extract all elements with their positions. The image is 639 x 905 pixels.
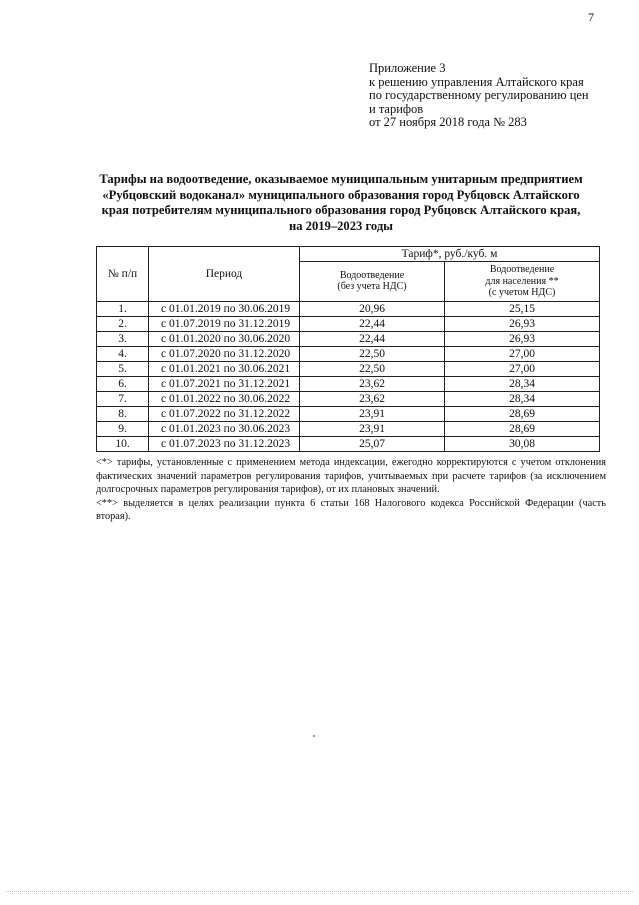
appendix-block — [369, 62, 631, 130]
cell-period: с 01.01.2023 по 30.06.2023 — [149, 421, 300, 436]
appendix-line: и тарифов — [369, 101, 424, 116]
table-row — [97, 406, 600, 421]
cell-num: 8. — [97, 406, 149, 421]
cell-sewerage-no-vat: 22,50 — [300, 346, 445, 361]
cell-sewerage-population: 27,00 — [445, 346, 600, 361]
header-num: № п/п — [97, 247, 149, 302]
cell-num: 4. — [97, 346, 149, 361]
cell-num: 2. — [97, 316, 149, 331]
cell-period: с 01.07.2020 по 31.12.2020 — [149, 346, 300, 361]
cell-sewerage-no-vat: 23,62 — [300, 391, 445, 406]
cell-sewerage-population: 26,93 — [445, 316, 600, 331]
appendix-line: Приложение 3 — [369, 61, 446, 75]
appendix-line: к решению управления Алтайского края — [369, 74, 584, 89]
cell-sewerage-population: 28,69 — [445, 421, 600, 436]
cell-sewerage-population: 28,34 — [445, 391, 600, 406]
table-row — [97, 421, 600, 436]
cell-num: 1. — [97, 301, 149, 316]
title-line: на 2019–2023 годы — [288, 218, 394, 233]
cell-sewerage-no-vat: 23,91 — [300, 421, 445, 436]
table-row — [97, 331, 600, 346]
header-line: (без учета НДС) — [337, 281, 407, 293]
cell-num: 6. — [97, 376, 149, 391]
title-line: «Рубцовский водоканал» муниципального образования город Рубцовск Алтайского — [102, 187, 580, 202]
header-period: Период — [149, 247, 300, 302]
cell-sewerage-population: 30,08 — [445, 436, 600, 451]
cell-sewerage-population: 28,34 — [445, 376, 600, 391]
table-row — [97, 316, 600, 331]
cell-sewerage-no-vat: 22,44 — [300, 316, 445, 331]
document-title — [60, 172, 622, 234]
table-row — [97, 436, 600, 451]
cell-sewerage-population: 25,15 — [445, 301, 600, 316]
header-sewerage-no-vat — [300, 262, 445, 302]
cell-period: с 01.01.2019 по 30.06.2019 — [149, 301, 300, 316]
cell-sewerage-no-vat: 23,62 — [300, 376, 445, 391]
table-row — [97, 301, 600, 316]
scan-dot — [313, 735, 315, 737]
table-row — [97, 376, 600, 391]
cell-period: с 01.07.2022 по 31.12.2022 — [149, 406, 300, 421]
cell-period: с 01.01.2020 по 30.06.2020 — [149, 331, 300, 346]
footnote-2: <**> выделяется в целях реализации пункта 6 статьи 168 Налогового кодекса Российской Федерации (часть вторая). — [96, 497, 606, 523]
title-line: Тарифы на водоотведение, оказываемое муниципальным унитарным предприятием — [99, 172, 583, 186]
tariff-table — [96, 246, 600, 452]
footnotes — [96, 456, 606, 524]
cell-num: 5. — [97, 361, 149, 376]
cell-sewerage-no-vat: 23,91 — [300, 406, 445, 421]
header-tariff: Тариф*, руб./куб. м — [300, 247, 600, 262]
footnote-1: <*> тарифы, установленные с применением метода индексации, ежегодно корректируются с учетом отклонения фактических значений параметров регулирования тарифов, учитываемых при расчете тарифов (за исключением долгосрочных параметров регулирования тарифов), от их плановых значений. — [96, 457, 606, 496]
cell-sewerage-population: 27,00 — [445, 361, 600, 376]
header-line: Водоотведение — [489, 264, 555, 275]
title-line: края потребителям муниципального образования город Рубцовск Алтайского края, — [101, 203, 581, 217]
bottom-dotted-rule — [6, 891, 633, 892]
cell-num: 7. — [97, 391, 149, 406]
cell-period: с 01.07.2021 по 31.12.2021 — [149, 376, 300, 391]
cell-sewerage-population: 26,93 — [445, 331, 600, 346]
cell-sewerage-no-vat: 20,96 — [300, 301, 445, 316]
cell-sewerage-no-vat: 22,50 — [300, 361, 445, 376]
cell-period: с 01.07.2023 по 31.12.2023 — [149, 436, 300, 451]
cell-sewerage-no-vat: 22,44 — [300, 331, 445, 346]
cell-num: 9. — [97, 421, 149, 436]
header-line: Водоотведение — [339, 269, 405, 281]
cell-sewerage-population: 28,69 — [445, 406, 600, 421]
page-number: 7 — [588, 10, 594, 24]
table-row — [97, 361, 600, 376]
cell-num: 10. — [97, 436, 149, 451]
header-line: для населения ** — [485, 275, 559, 287]
table-row — [97, 391, 600, 406]
cell-sewerage-no-vat: 25,07 — [300, 436, 445, 451]
cell-period: с 01.07.2019 по 31.12.2019 — [149, 316, 300, 331]
header-sewerage-population — [445, 262, 600, 302]
cell-num: 3. — [97, 331, 149, 346]
tariff-table-body — [97, 301, 600, 451]
appendix-line: от 27 ноября 2018 года № 283 — [369, 115, 527, 129]
cell-period: с 01.01.2022 по 30.06.2022 — [149, 391, 300, 406]
header-line: (с учетом НДС) — [488, 287, 556, 298]
appendix-line: по государственному регулированию цен — [369, 88, 589, 102]
table-row — [97, 346, 600, 361]
cell-period: с 01.01.2021 по 30.06.2021 — [149, 361, 300, 376]
